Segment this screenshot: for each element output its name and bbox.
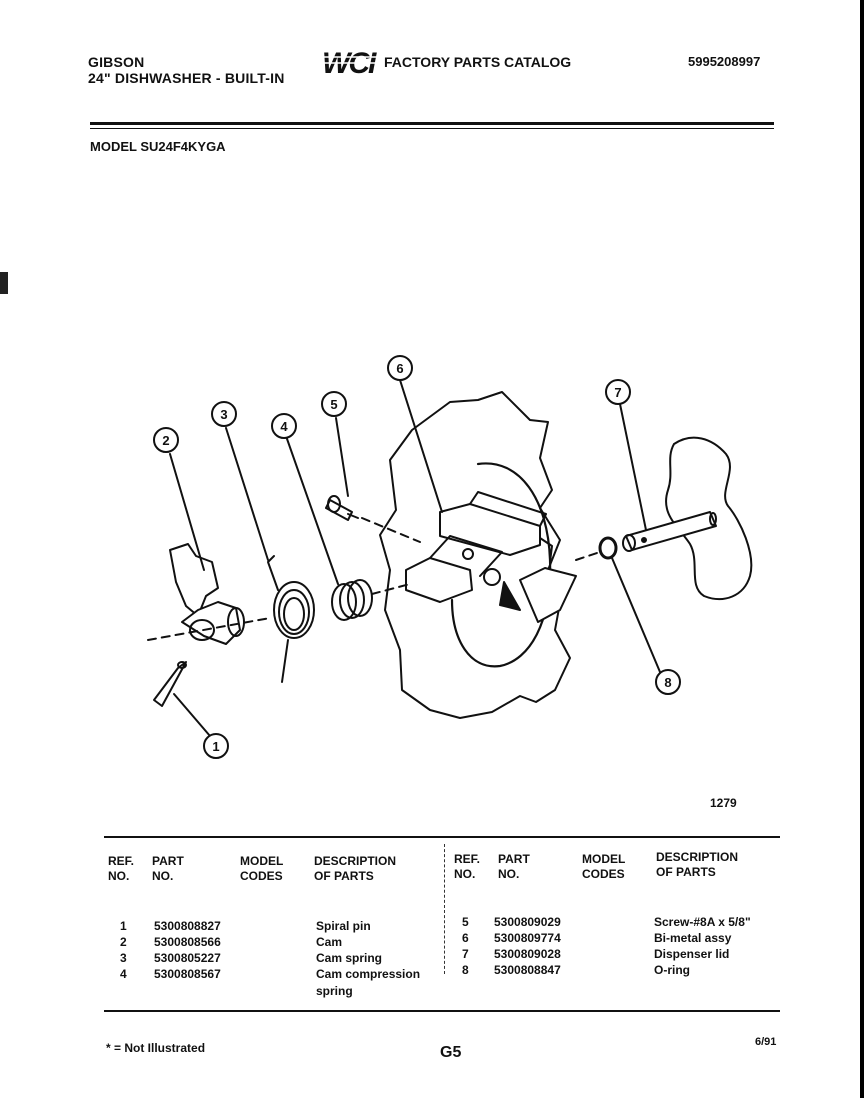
svg-text:8: 8 [664,675,672,690]
header-brand-block [88,54,285,86]
table-row-ref: 1 [120,919,127,933]
table-row-ref: 2 [120,935,127,949]
alignment-line [372,584,410,594]
table-row-ref: 5 [462,915,469,929]
svg-text:1: 1 [212,739,220,754]
table-top-rule [104,836,780,838]
svg-text:5: 5 [330,397,338,412]
header-description: DESCRIPTION OF PARTS [314,854,397,883]
callout-1 [204,734,228,758]
leader-line [620,404,646,530]
table-row-desc: O-ring [654,963,690,977]
table-row-ref: 8 [462,963,469,977]
footnote: * = Not Illustrated [106,1041,206,1055]
table-row-part: 5300809774 [494,931,561,945]
dispenser-body [380,392,570,718]
header-part-no: PART NO. [152,854,184,883]
callout-2 [154,428,178,452]
header-ref-no: REF. NO. [454,852,481,881]
leader-line [174,694,210,736]
screw [326,496,358,520]
model-number: MODEL SU24F4KYGA [90,139,226,154]
brand-name: GIBSON [88,54,145,70]
table-row-desc-continued: spring [316,984,353,998]
svg-text:3: 3 [220,407,228,422]
table-row-part: 5300808567 [154,967,221,981]
lid-pin [623,512,716,551]
product-name: 24" DISHWASHER - BUILT-IN [88,70,285,86]
table-row-desc: Spiral pin [316,919,371,933]
header-ref-no: REF. NO. [108,854,135,883]
callout-6 [388,356,412,380]
table-row-ref: 6 [462,931,469,945]
header-rule-thin [90,128,774,129]
parts-table [104,836,780,1020]
table-row-part: 5300809028 [494,947,561,961]
table-row-part: 5300809029 [494,915,561,929]
spiral-pin [154,662,186,706]
table-row-ref: 7 [462,947,469,961]
bi-metal-assembly [406,492,576,622]
svg-text:2: 2 [162,433,170,448]
table-row-desc: Cam [316,935,343,949]
date-code: 6/91 [755,1036,777,1048]
logo-text: WCI [322,47,375,78]
svg-text:7: 7 [614,385,622,400]
dispenser-inner-arc [452,463,550,666]
catalog-title: FACTORY PARTS CATALOG [384,54,572,70]
o-ring [600,538,616,558]
table-divider [444,844,446,974]
callout-7 [606,380,630,404]
table-row-part: 5300808847 [494,963,561,977]
table-row-desc: Cam compression [316,967,421,981]
table-row-part: 5300808827 [154,919,221,933]
table-bottom-rule [104,1010,780,1012]
svg-text:4: 4 [280,419,288,434]
leader-line [612,558,660,672]
drawing-number: 1279 [710,796,737,810]
header-model-codes: MODEL CODES [582,852,626,881]
table-row-desc: Dispenser lid [654,947,730,961]
cam-compression-spring [332,580,372,620]
cam-spring [268,556,314,682]
leader-line [400,380,442,512]
exploded-parts-diagram [100,340,780,780]
table-row-part: 5300808566 [154,935,221,949]
header-part-no: PART NO. [498,852,530,881]
catalog-number: 5995208997 [688,54,761,69]
leader-line [226,428,268,560]
callout-3 [212,402,236,426]
header-rule-thick [90,122,774,125]
callout-8 [656,670,680,694]
callout-5 [322,392,346,416]
table-row-desc: Bi-metal assy [654,931,732,945]
leader-line [336,418,348,496]
alignment-line [362,518,420,542]
table-row-desc: Screw-#8A x 5/8" [654,915,751,929]
table-row-ref: 3 [120,951,127,965]
header-model-codes: MODEL CODES [240,854,284,883]
scan-artifact [0,272,8,294]
page-code: G5 [440,1044,462,1061]
table-row-part: 5300805227 [154,951,221,965]
wci-logo [320,46,382,78]
table-row-ref: 4 [120,967,127,981]
table-row-desc: Cam spring [316,951,383,965]
header-description: DESCRIPTION OF PARTS [656,850,739,879]
callout-4 [272,414,296,438]
page-edge [860,0,864,1098]
svg-text:6: 6 [396,361,404,376]
alignment-line [576,552,600,560]
